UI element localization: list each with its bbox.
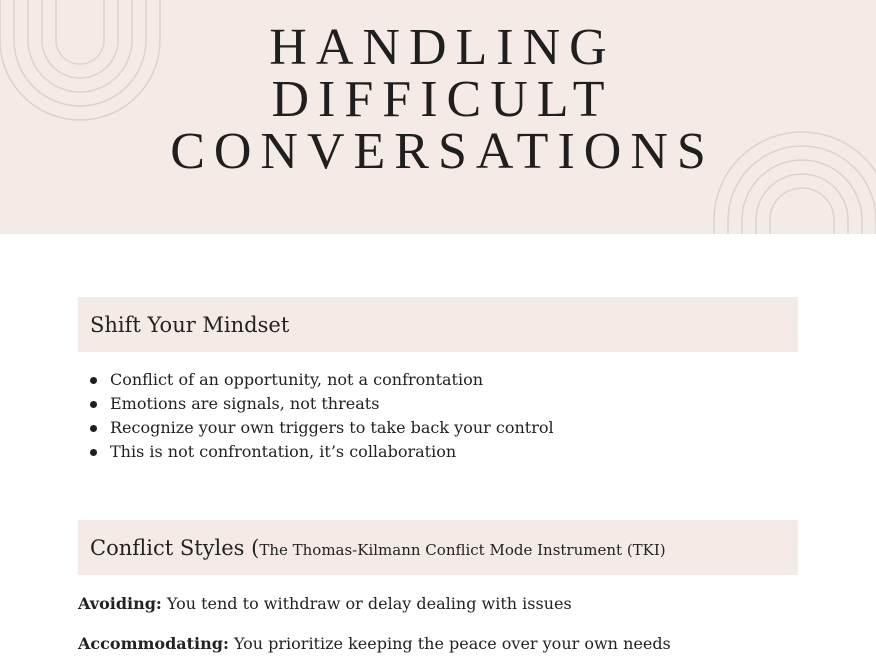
conflict-style-avoiding <box>78 594 572 613</box>
bullet-icon <box>90 425 97 432</box>
section-header-conflict-styles <box>78 520 798 575</box>
list-item <box>90 440 554 464</box>
mindset-bullet-list <box>90 368 554 464</box>
list-item <box>90 416 554 440</box>
conflict-style-accommodating <box>78 634 671 653</box>
style-description: You tend to withdraw or delay dealing with issues <box>166 594 572 613</box>
list-item-text: Recognize your own triggers to take back your control <box>110 418 554 437</box>
list-item-text: Conflict of an opportunity, not a confrontation <box>110 370 484 389</box>
list-item-text: Emotions are signals, not threats <box>110 394 380 413</box>
section-title-text: Conflict Styles ( <box>90 535 260 560</box>
section-header-mindset <box>78 297 798 352</box>
bullet-icon <box>90 377 97 384</box>
section-title: Shift Your Mindset <box>90 312 290 337</box>
list-item-text: This is not confrontation, it’s collaboration <box>110 442 457 461</box>
style-term: Avoiding: <box>78 594 162 613</box>
section-subtitle: The Thomas-Kilmann Conflict Mode Instrument (TKI) <box>259 540 666 559</box>
title-banner <box>0 0 876 234</box>
page-title <box>0 19 876 180</box>
bullet-icon <box>90 401 97 408</box>
title-line-1: HANDLING <box>269 19 616 76</box>
list-item <box>90 392 554 416</box>
section-title <box>90 536 666 560</box>
list-item <box>90 368 554 392</box>
style-term: Accommodating: <box>78 634 229 653</box>
title-line-3: CONVERSATIONS <box>170 123 715 180</box>
style-description: You prioritize keeping the peace over your own needs <box>233 634 671 653</box>
bullet-icon <box>90 449 97 456</box>
title-line-2: DIFFICULT <box>271 71 614 128</box>
